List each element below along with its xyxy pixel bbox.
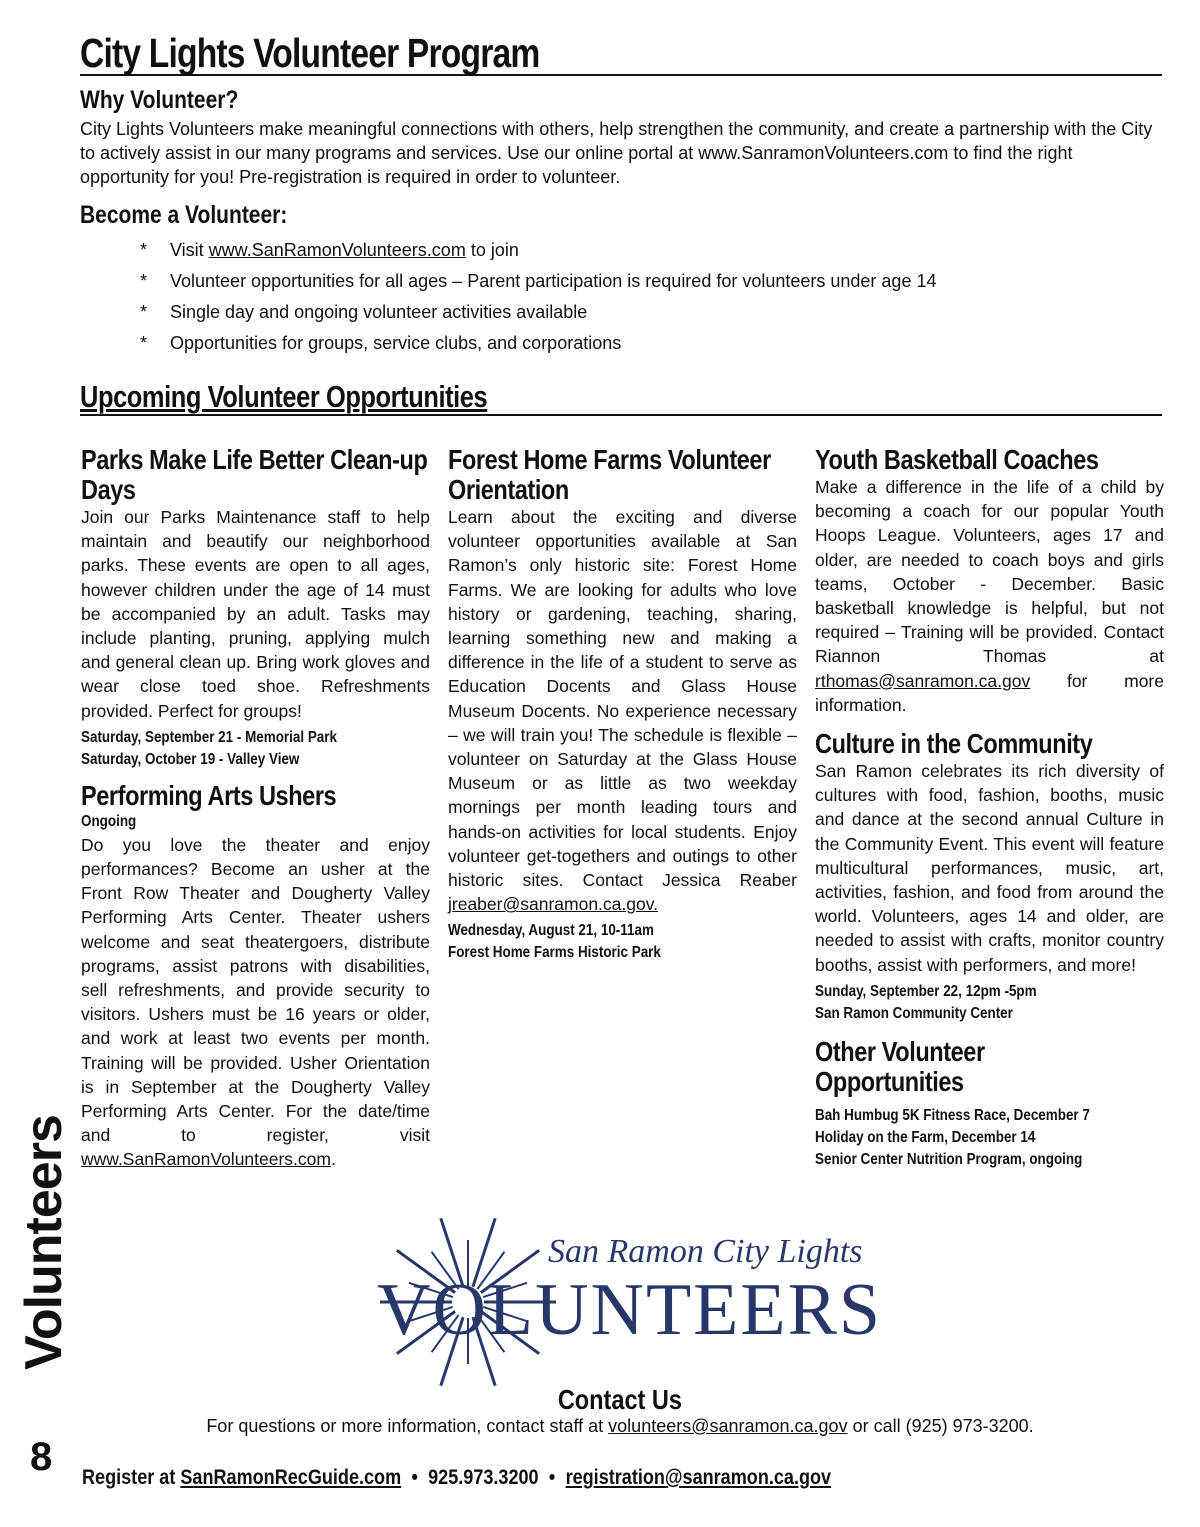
ushers-heading: Performing Arts Ushers <box>81 779 337 811</box>
bullet-marker: * <box>140 271 148 291</box>
contact-prefix: For questions or more information, contact staff at <box>206 1416 609 1436</box>
basketball-text <box>815 475 1164 717</box>
culture-heading: Culture in the Community <box>815 728 1093 760</box>
list-item <box>140 266 1140 297</box>
list-item-text: Opportunities for groups, service clubs, and corporations <box>170 333 622 353</box>
parks-heading: Parks Make Life Better Clean-up Days <box>81 444 428 505</box>
other-item-1: Bah Humbug 5K Fitness Race, December 7 <box>815 1106 1090 1124</box>
contact-heading <box>0 1384 1200 1416</box>
ushers-text <box>81 833 430 1172</box>
bullet-marker: * <box>140 333 148 353</box>
become-volunteer-heading: Become a Volunteer: <box>80 201 288 229</box>
footer-separator: • <box>548 1466 556 1489</box>
forest-location: Forest Home Farms Historic Park <box>448 944 661 962</box>
basketball-heading: Youth Basketball Coaches <box>815 444 1099 475</box>
column-right <box>815 445 1164 1171</box>
footer-separator: • <box>411 1466 418 1489</box>
column-middle <box>448 445 797 964</box>
why-volunteer-text: City Lights Volunteers make meaningful connections with others, help strengthen the community, and create a partnership with the City to actively assist in our many programs and services. Use our online portal at www.SanramonVolunteers.com to find the right opportunity for you! Pre-registration is required in order to volunteer. <box>80 119 1153 187</box>
list-item-text: to join <box>465 240 519 260</box>
logo-subtitle: San Ramon City Lights <box>548 1233 863 1270</box>
forest-text <box>448 505 797 916</box>
page-number: 8 <box>30 1435 53 1479</box>
footer <box>82 1466 831 1490</box>
forest-contact-link[interactable]: jreaber@sanramon.ca.gov. <box>448 894 659 915</box>
list-item <box>140 235 1140 266</box>
contact-heading-text: Contact Us <box>557 1384 683 1415</box>
logo-wordmark: VOLUNTEERS <box>377 1269 883 1351</box>
basketball-text-end: for more information. <box>815 670 1164 715</box>
column-left <box>81 445 430 1172</box>
ushers-status: Ongoing <box>81 812 137 830</box>
parks-date-1: Saturday, September 21 - Memorial Park <box>81 728 337 746</box>
culture-text: San Ramon celebrates its rich diversity of cultures with food, fashion, booths, music and dance at the second annual Culture in the Community Event. This event will feature multicultural performances, music, art, activities, fashion, and food from around the world. Volunteers, ages 14 and older, are needed to assist with crafts, monitor country booths, assist with performers, and more! <box>815 761 1164 975</box>
title-row <box>80 32 1162 76</box>
page-title: City Lights Volunteer Program <box>80 30 540 76</box>
ushers-text-end: . <box>330 1149 336 1170</box>
ushers-register-link[interactable]: www.SanRamonVolunteers.com <box>81 1149 331 1170</box>
section-side-label: Volunteers <box>15 1115 73 1370</box>
basketball-contact-link[interactable]: rthomas@sanramon.ca.gov <box>815 670 1031 691</box>
upcoming-row <box>80 380 1162 416</box>
basketball-text-body: Make a difference in the life of a child by becoming a coach for our popular Youth Hoops League. Volunteers, ages 17 and older, are needed to coach boys and girls teams, October - December. Basic basketball knowledge is helpful, but not required – Training will be provided. Contact Riannon Thomas at <box>815 477 1164 667</box>
parks-text: Join our Parks Maintenance staff to help maintain and beautify our neighborhood parks. These events are open to all ages, however children under the age of 14 must be accompanied by an adult. Tasks may include planting, pruning, applying mulch and general clean up. Bring work gloves and wear close toed shoe. Refreshments provided. Perfect for groups! <box>81 507 430 721</box>
contact-email-link[interactable]: volunteers@sanramon.ca.gov <box>608 1416 848 1436</box>
culture-date: Sunday, September 22, 12pm -5pm <box>815 982 1037 1000</box>
become-volunteer-list <box>140 235 1140 359</box>
contact-suffix: or call (925) 973-3200. <box>847 1416 1034 1436</box>
footer-site-link[interactable]: SanRamonRecGuide.com <box>180 1466 402 1489</box>
parks-date-2: Saturday, October 19 - Valley View <box>81 750 300 768</box>
volunteer-portal-link[interactable]: www.SanRamonVolunteers.com <box>208 240 466 260</box>
bullet-marker: * <box>140 302 148 322</box>
forest-date: Wednesday, August 21, 10-11am <box>448 922 654 940</box>
list-item <box>140 297 1140 328</box>
list-item <box>140 328 1140 359</box>
forest-heading: Forest Home Farms Volunteer Orientation <box>448 444 771 505</box>
footer-email-link[interactable]: registration@sanramon.ca.gov <box>565 1466 832 1489</box>
list-item-text: Single day and ongoing volunteer activities available <box>170 302 588 322</box>
list-item-text: Visit <box>170 240 209 260</box>
forest-text-body: Learn about the exciting and diverse volunteer opportunities available at San Ramon’s only historic site: Forest Home Farms. We are looking for adults who love history or gardening, teaching, sharing, learning something new and making a difference in the life of a student to serve as Education Docents and Glass House Museum Docents. No experience necessary – we will train you! The schedule is flexible – volunteer on Saturday at the Glass House Museum or as little as two weekday mornings per month leading tours and hands-on activities for local students. Enjoy volunteer get-togethers and outings to other historic sites. Contact Jessica Reaber <box>448 507 797 891</box>
why-volunteer-heading: Why Volunteer? <box>80 86 239 114</box>
other-item-3: Senior Center Nutrition Program, ongoing <box>815 1150 1083 1168</box>
contact-text <box>0 1416 1200 1437</box>
culture-location: San Ramon Community Center <box>815 1004 1013 1022</box>
upcoming-heading: Upcoming Volunteer Opportunities <box>80 379 488 414</box>
footer-phone: 925.973.3200 <box>428 1466 539 1489</box>
list-item-text: Volunteer opportunities for all ages – Parent participation is required for volunteers under age 14 <box>170 271 937 291</box>
ushers-text-body: Do you love the theater and enjoy performances? Become an usher at the Front Row Theater and Dougherty Valley Performing Arts Center. Theater ushers welcome and seat theatergoers, distribute programs, assist patrons with disabilities, sell refreshments, and provide security to visitors. Ushers must be 16 years or older, and work at least two events per month. Training will be provided. Usher Orientation is in September at the Dougherty Valley Performing Arts Center. For the date/time and to register, visit <box>81 834 430 1146</box>
footer-prefix: Register at <box>82 1466 181 1489</box>
bullet-marker: * <box>140 240 148 260</box>
other-heading: Other Volunteer Opportunities <box>815 1035 985 1097</box>
other-item-2: Holiday on the Farm, December 14 <box>815 1128 1036 1146</box>
